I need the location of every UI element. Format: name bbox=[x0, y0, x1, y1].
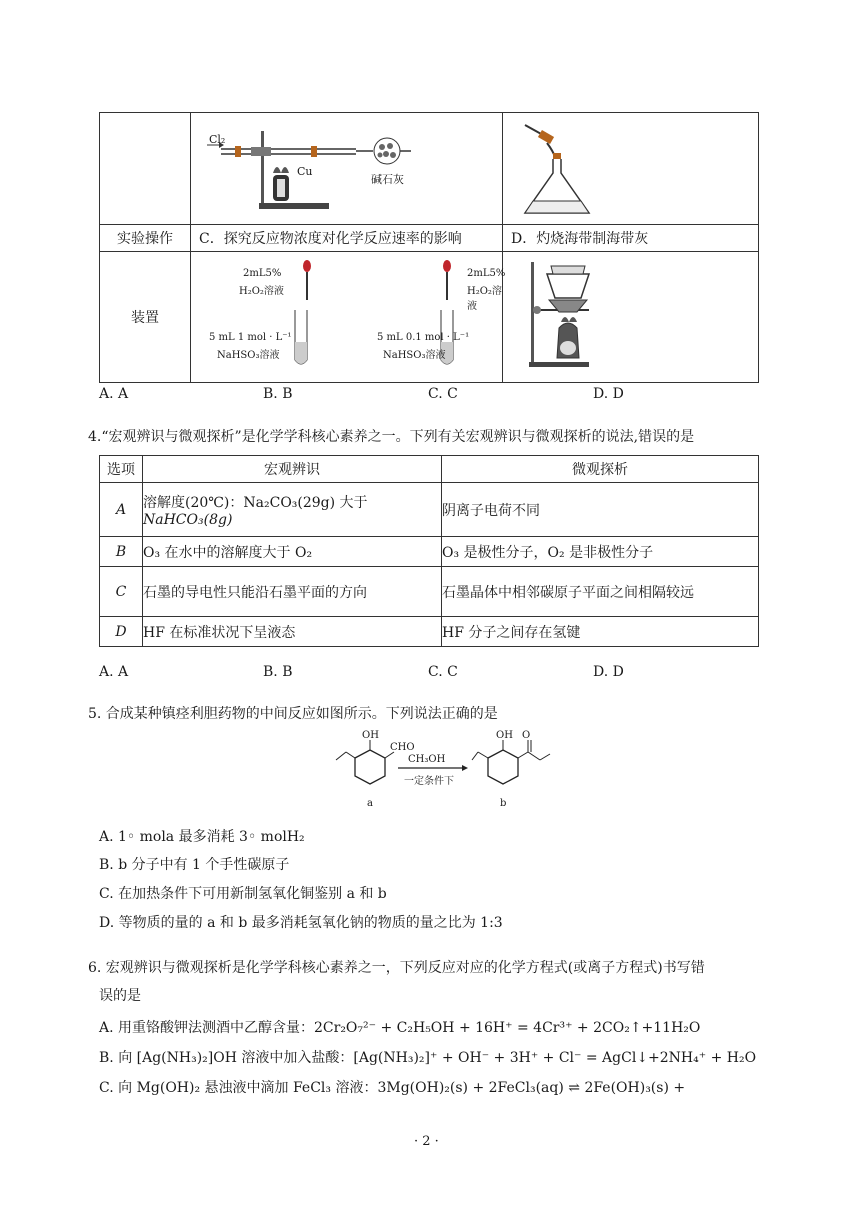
q3-apparatus-table bbox=[99, 112, 759, 383]
b-o-label: O bbox=[522, 730, 531, 741]
c-right-h2o2-label: H₂O₂溶液 bbox=[467, 286, 502, 312]
q4-table bbox=[99, 455, 759, 647]
q4-stem: 4.“宏观辨识与微观探析”是化学学科核心素养之一。下列有关宏观辨识与微观探析的说法,错误的是 bbox=[88, 429, 695, 445]
a-cho-label: CHO bbox=[390, 742, 415, 753]
q4-row-a-macro-line1: 溶解度(20℃)：Na₂CO₃(29g) 大于 bbox=[143, 494, 368, 511]
q4-header-micro: 微观探析 bbox=[442, 456, 759, 483]
q4-row-d-macro: HF 在标准状况下呈液态 bbox=[143, 617, 442, 647]
page-number: · 2 · bbox=[414, 1134, 439, 1149]
q3-cell-b-apparatus bbox=[191, 113, 503, 225]
q4-option-c[interactable]: C. C bbox=[428, 664, 458, 680]
q3-option-a[interactable]: A. A bbox=[99, 386, 129, 402]
c-left-nahso3-conc: 5 mL 1 mol · L⁻¹ bbox=[209, 332, 292, 343]
q3-option-d[interactable]: D. D bbox=[593, 386, 624, 402]
conical-flask-drawing bbox=[503, 113, 758, 220]
d-apparatus-cell bbox=[503, 252, 759, 383]
c-apparatus-cell bbox=[191, 252, 506, 383]
c-left-h2o2-label: H₂O₂溶液 bbox=[239, 286, 284, 297]
q5-option-b[interactable]: B. b 分子中有 1 个手性碳原子 bbox=[99, 857, 290, 873]
q6-option-a[interactable]: A. 用重铬酸钾法测酒中乙醇含量：2Cr₂O₇²⁻ + C₂H₅OH + 16H⁺ = 4Cr³⁺ + 2CO₂↑+11H₂O bbox=[99, 1020, 701, 1036]
q5-option-a[interactable]: A. 1◦ mola 最多消耗 3◦ molH₂ bbox=[99, 829, 305, 845]
crucible-burner-drawing bbox=[503, 252, 758, 378]
c-right-nahso3-label: NaHSO₃溶液 bbox=[383, 350, 446, 361]
q3-cell-c-apparatus bbox=[503, 113, 759, 225]
q3-option-c[interactable]: C. C bbox=[428, 386, 458, 402]
q4-header-option: 选项 bbox=[100, 456, 143, 483]
q4-row-d-option: D bbox=[100, 617, 143, 647]
c-right-nahso3-conc: 5 mL 0.1 mol · L⁻¹ bbox=[377, 332, 470, 343]
d-operation-text: D．灼烧海带制海带灰 bbox=[503, 225, 759, 252]
q4-option-b[interactable]: B. B bbox=[263, 664, 293, 680]
b-oh-label: OH bbox=[496, 730, 513, 741]
row-label-operation: 实验操作 bbox=[100, 225, 191, 252]
q4-row-b-micro: O₃ 是极性分子，O₂ 是非极性分子 bbox=[442, 537, 759, 567]
q6-option-b[interactable]: B. 向 [Ag(NH₃)₂]OH 溶液中加入盐酸：[Ag(NH₃)₂]⁺ + OH⁻ + 3H⁺ + Cl⁻ = AgCl↓+2NH₄⁺ + H₂O bbox=[99, 1050, 757, 1066]
label-b: b bbox=[500, 798, 507, 809]
c-left-nahso3-label: NaHSO₃溶液 bbox=[217, 350, 280, 361]
c-operation-text: C．探究反应物浓度对化学反应速率的影响 bbox=[191, 225, 503, 252]
q5-option-c[interactable]: C. 在加热条件下可用新制氢氧化铜鉴别 a 和 b bbox=[99, 886, 387, 902]
q4-row-c-macro: 石墨的导电性只能沿石墨平面的方向 bbox=[143, 567, 442, 617]
q3-empty-cell bbox=[100, 113, 191, 225]
q5-stem: 5. 合成某种镇痉利胆药物的中间反应如图所示。下列说法正确的是 bbox=[88, 706, 498, 722]
a-oh-label: OH bbox=[362, 730, 379, 741]
q5-option-d[interactable]: D. 等物质的量的 a 和 b 最多消耗氢氧化钠的物质的量之比为 1:3 bbox=[99, 915, 503, 931]
q4-option-a[interactable]: A. A bbox=[99, 664, 129, 680]
label-a: a bbox=[367, 798, 373, 809]
q4-option-d[interactable]: D. D bbox=[593, 664, 624, 680]
q4-row-d-micro: HF 分子之间存在氢键 bbox=[442, 617, 759, 647]
soda-lime-label: 碱石灰 bbox=[371, 173, 404, 186]
row-label-apparatus: 装置 bbox=[100, 252, 191, 383]
q4-row-c-micro: 石墨晶体中相邻碳原子平面之间相隔较远 bbox=[442, 567, 759, 617]
q4-row-c-option: C bbox=[100, 567, 143, 617]
q6-stem-line1: 6. 宏观辨识与微观探析是化学学科核心素养之一，下列反应对应的化学方程式(或离子方程式)书写错 bbox=[88, 960, 705, 976]
cu-label: Cu bbox=[297, 165, 313, 178]
c-left-h2o2-amount: 2mL5% bbox=[243, 268, 282, 279]
q4-row-a-micro: 阴离子电荷不同 bbox=[442, 483, 759, 537]
q5-reaction-scheme bbox=[310, 730, 570, 815]
q4-row-b-option: B bbox=[100, 537, 143, 567]
q4-row-a-macro-line2: NaHCO₃(8g) bbox=[143, 511, 233, 528]
q4-header-macro: 宏观辨识 bbox=[143, 456, 442, 483]
arrow-reagent: CH₃OH bbox=[408, 754, 446, 765]
q4-row-b-macro: O₃ 在水中的溶解度大于 O₂ bbox=[143, 537, 442, 567]
c-right-h2o2-amount: 2mL5% bbox=[467, 268, 506, 279]
q3-option-b[interactable]: B. B bbox=[263, 386, 293, 402]
arrow-condition: 一定条件下 bbox=[404, 776, 454, 787]
q4-row-a-macro bbox=[143, 483, 442, 537]
q4-row-a-option: A bbox=[100, 483, 143, 537]
cl2-label: Cl₂ bbox=[209, 133, 226, 146]
q6-stem-line2: 误的是 bbox=[99, 988, 141, 1004]
q6-option-c[interactable]: C. 向 Mg(OH)₂ 悬浊液中滴加 FeCl₃ 溶液：3Mg(OH)₂(s) + 2FeCl₃(aq) ⇌ 2Fe(OH)₃(s) + bbox=[99, 1080, 686, 1096]
chlorination-apparatus-drawing bbox=[191, 113, 502, 220]
